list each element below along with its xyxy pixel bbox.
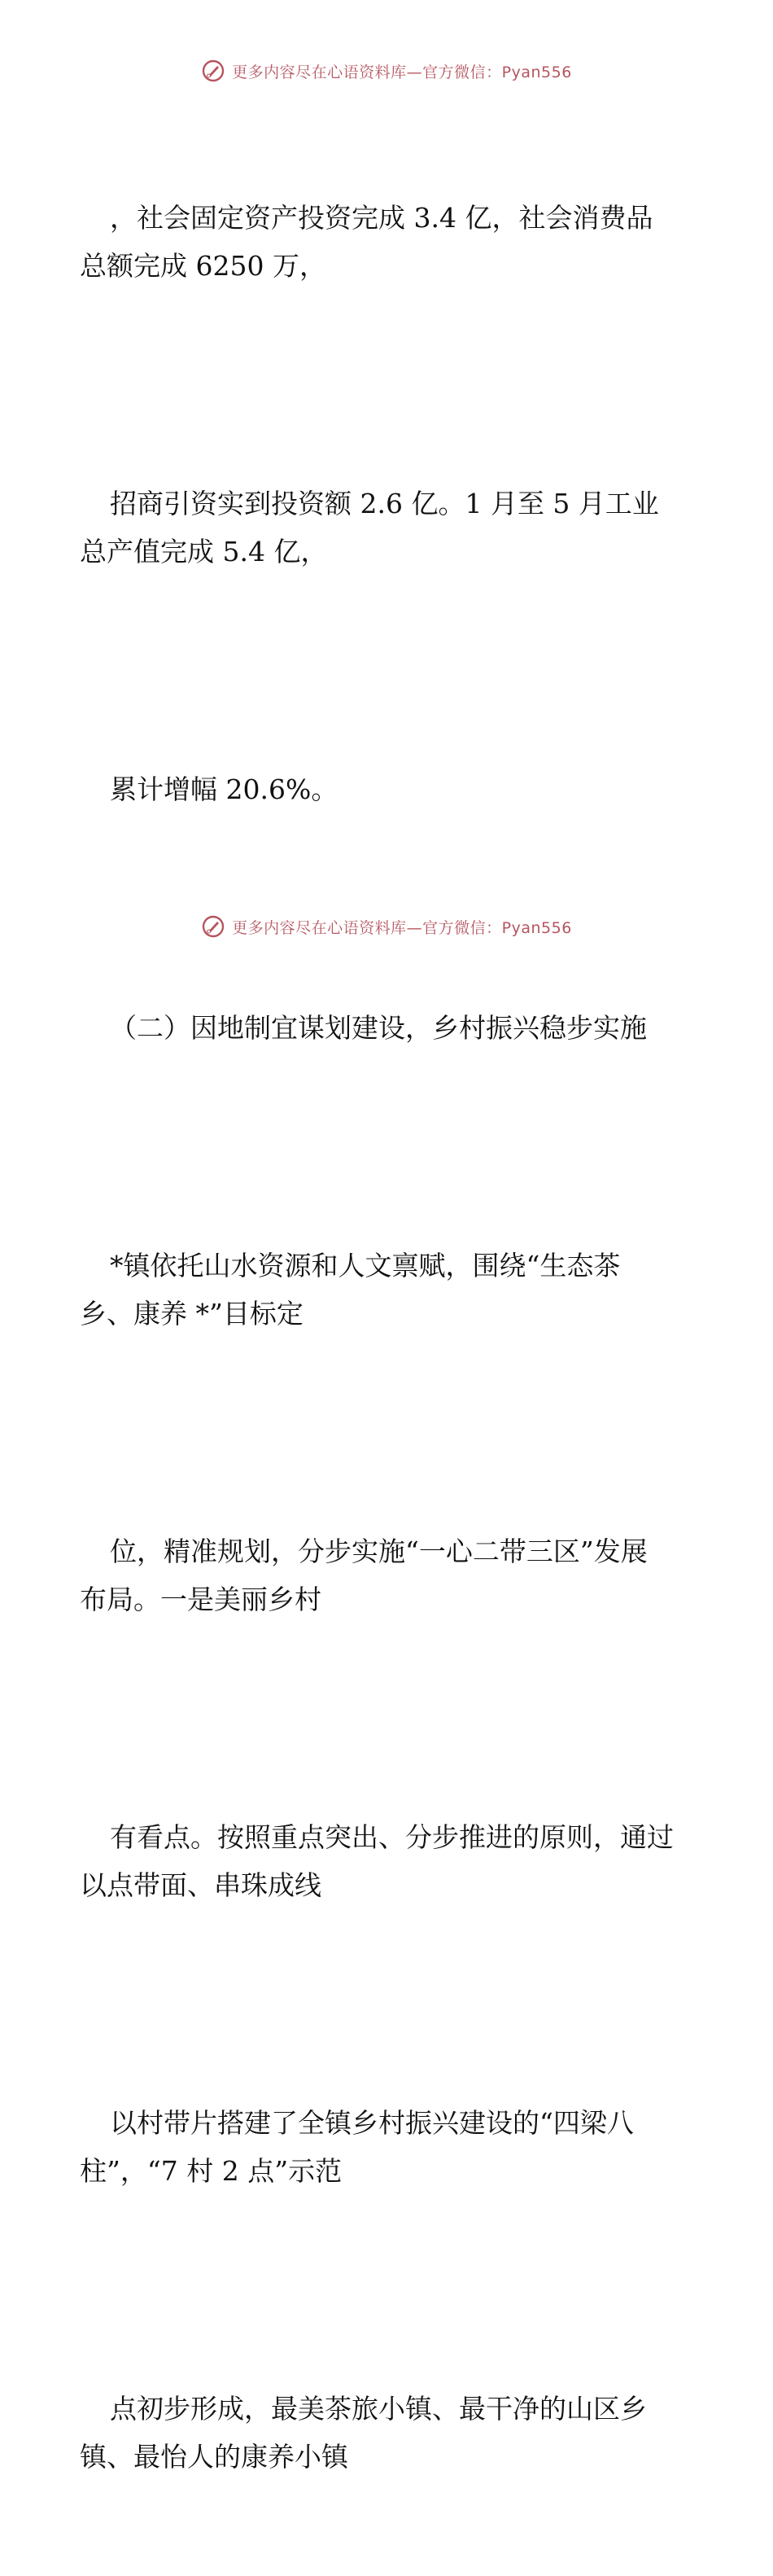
footer-watermark [0, 914, 773, 939]
paragraph [0, 385, 773, 671]
watermark-text: 更多内容尽在心语资料库—官方微信：Pyan556 [232, 63, 572, 81]
paragraph-line: ，社会固定资产投资完成 3.4 亿，社会消费品 [110, 202, 653, 234]
pen-logo-icon [201, 914, 225, 939]
paragraph [0, 99, 773, 385]
pen-logo-icon [201, 59, 225, 83]
paragraph-line: *镇依托山水资源和人文禀赋，围绕“生态茶 [110, 1250, 621, 1281]
paragraph-line: 布局。一是美丽乡村 [80, 1583, 321, 1615]
paragraph [0, 671, 773, 909]
paragraph [0, 2290, 773, 2576]
paragraph-line: 以村带片搭建了全镇乡村振兴建设的“四梁八 [110, 2107, 634, 2139]
paragraph-line: 镇、最怡人的康养小镇 [80, 2440, 348, 2473]
section-heading [0, 909, 773, 1148]
paragraph [0, 1147, 773, 1433]
paragraph-line: 点初步形成，最美茶旅小镇、最干净的山区乡 [110, 2393, 647, 2425]
paragraph-line: 乡、康养 *”目标定 [80, 1297, 304, 1330]
paragraph-line: 总产值完成 5.4 亿， [80, 535, 328, 567]
paragraph [0, 1433, 773, 1719]
paragraph-line: 累计增幅 20.6%。 [110, 773, 338, 805]
paragraph-line: 以点带面、串珠成线 [80, 1868, 321, 1901]
document-body [0, 99, 773, 2576]
watermark-text: 更多内容尽在心语资料库—官方微信：Pyan556 [232, 918, 572, 937]
paragraph [0, 2004, 773, 2290]
paragraph-line: 有看点。按照重点突出、分步推进的原则，通过 [110, 1821, 674, 1853]
paragraph [0, 1719, 773, 2004]
paragraph-line: 总额完成 6250 万， [80, 249, 326, 282]
paragraph-line: 招商引资实到投资额 2.6 亿。1 月至 5 月工业 [110, 488, 659, 519]
header-watermark [0, 59, 773, 83]
paragraph-line: （二）因地制宜谋划建设，乡村振兴稳步实施 [110, 1011, 647, 1044]
paragraph-line: 位，精准规划，分步实施“一心二带三区”发展 [110, 1536, 648, 1567]
paragraph-line: 柱”，“7 村 2 点”示范 [80, 2154, 343, 2187]
